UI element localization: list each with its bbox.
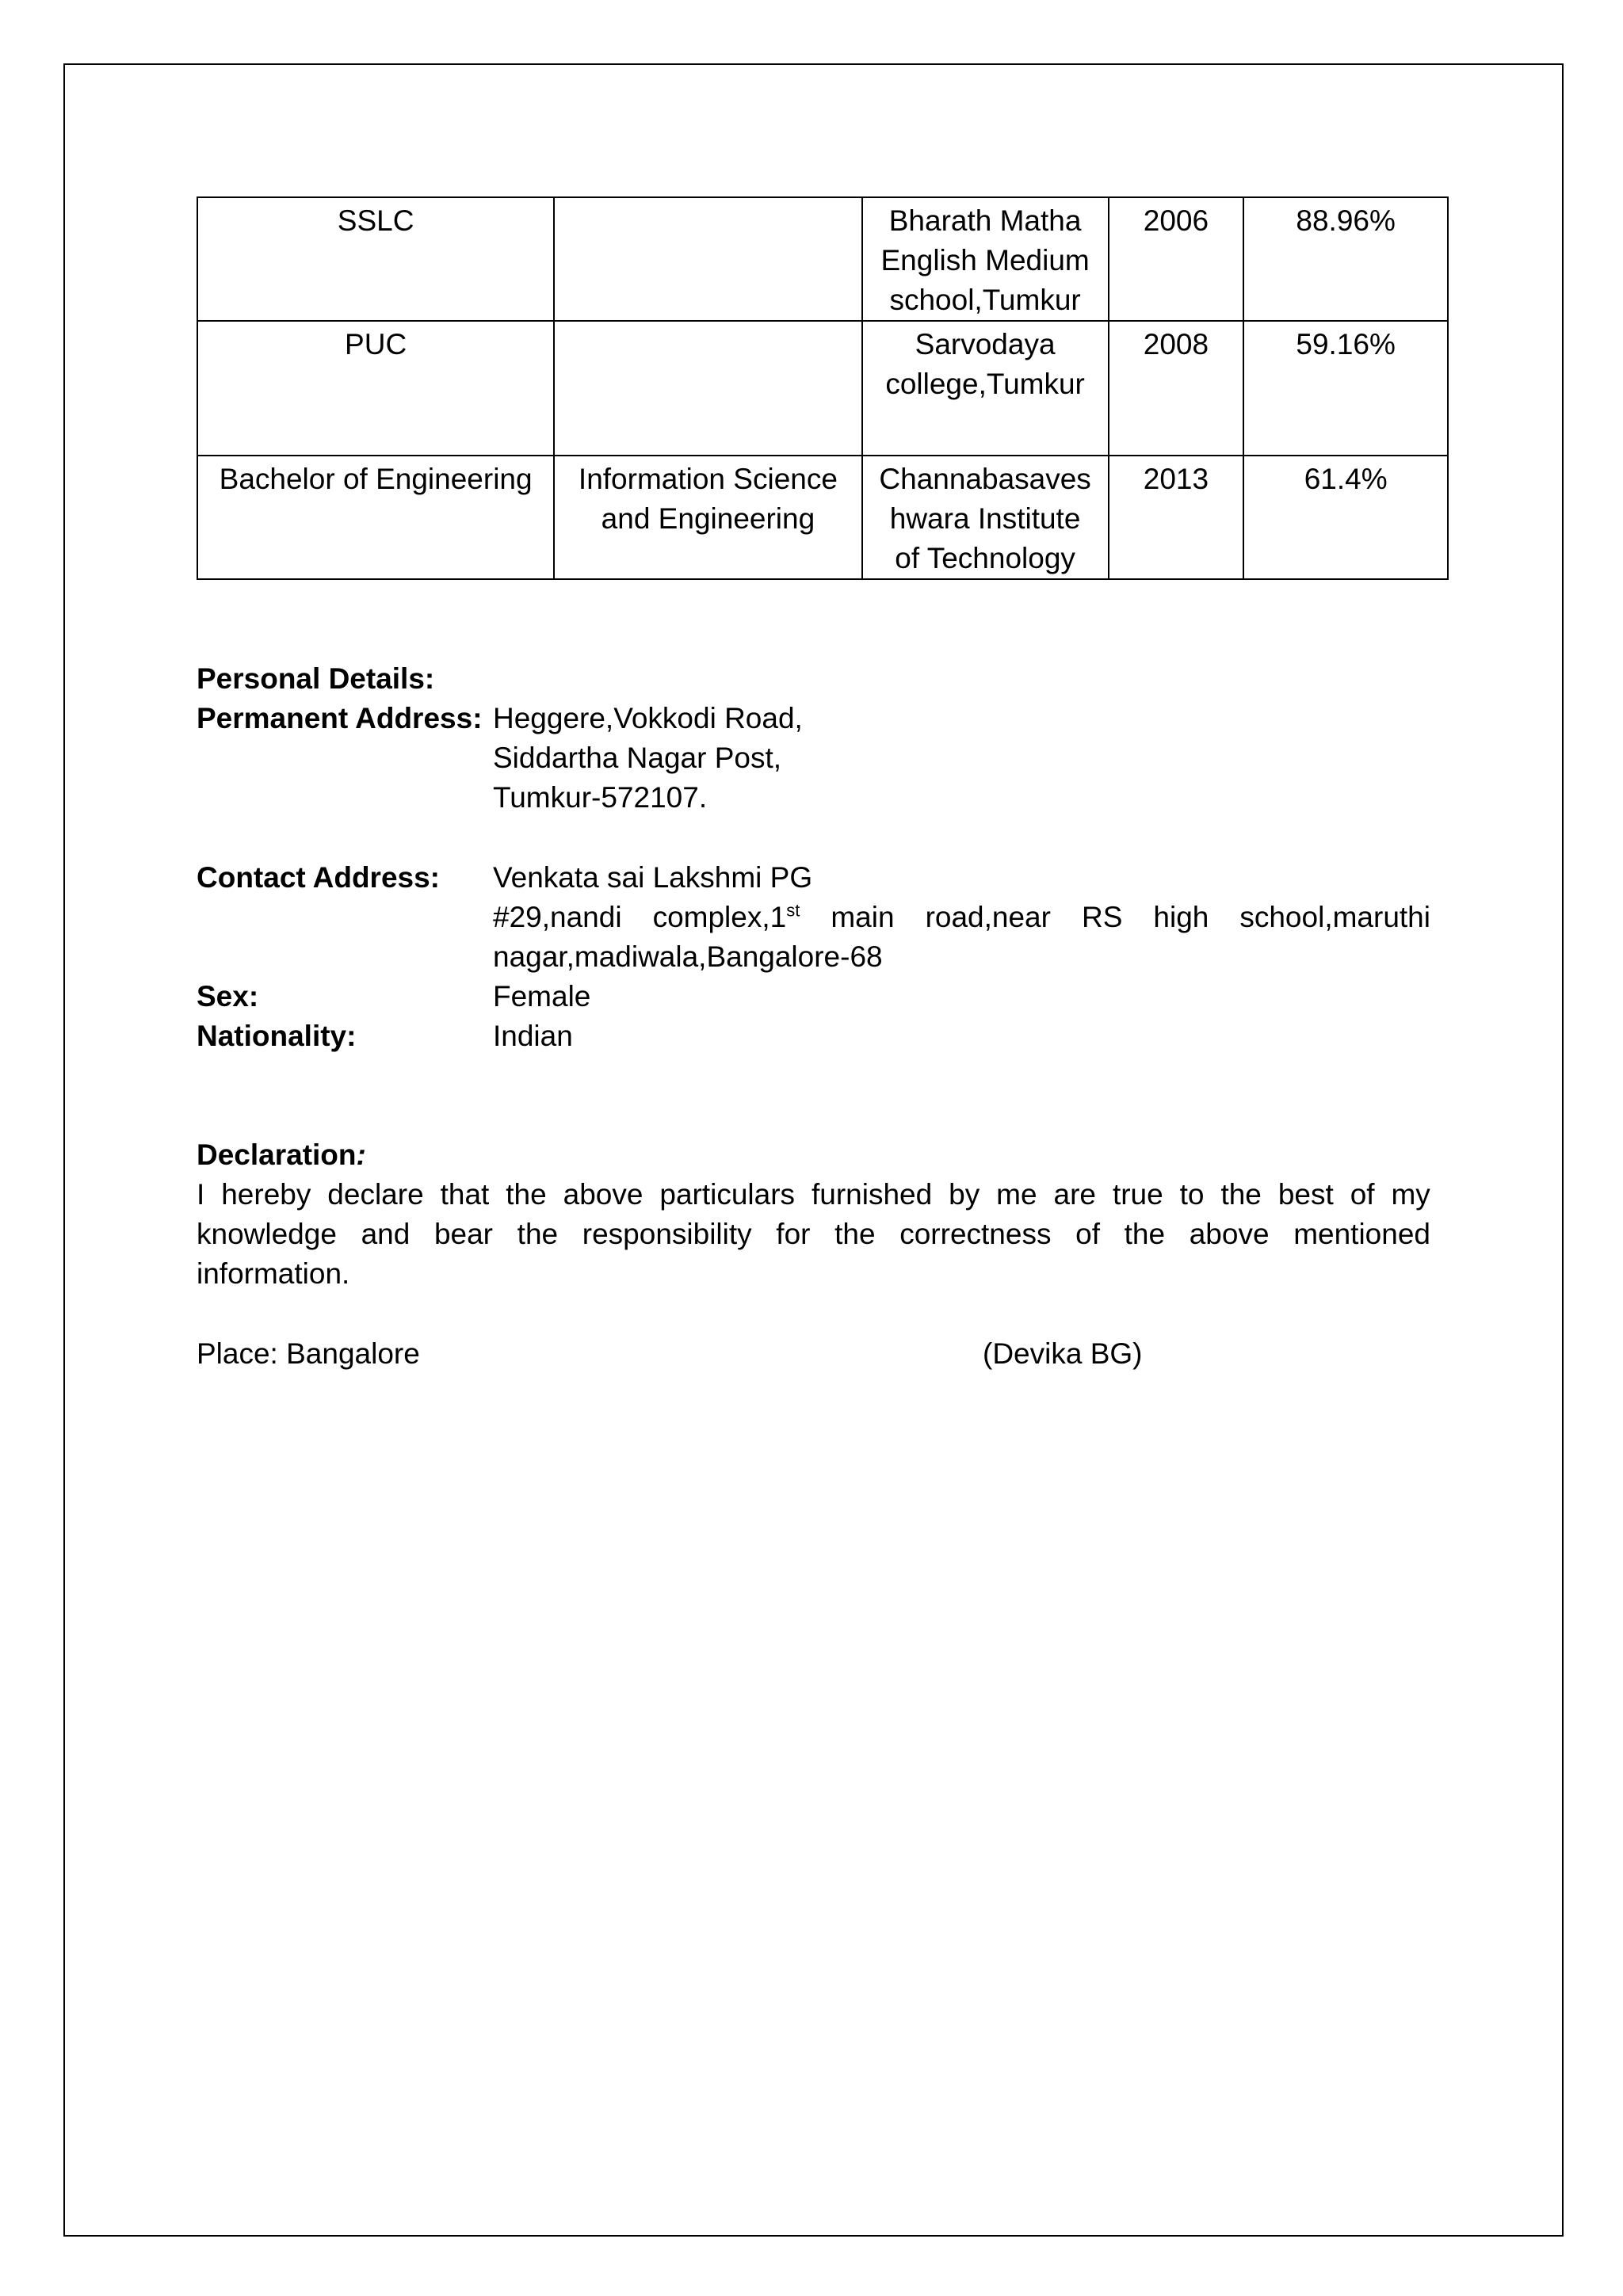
institution-line: English Medium xyxy=(880,244,1090,277)
word: for xyxy=(776,1218,811,1250)
course-cell xyxy=(197,197,554,321)
word: I xyxy=(197,1178,205,1211)
ordinal-suffix: st xyxy=(786,900,800,921)
word: my xyxy=(1391,1178,1430,1211)
declaration-heading xyxy=(197,1135,366,1175)
declaration-colon: : xyxy=(356,1138,366,1171)
word: responsibility xyxy=(582,1218,752,1250)
declaration-line xyxy=(197,1215,1430,1254)
signature-name: (Devika BG) xyxy=(983,1337,1143,1370)
specialization-line: Information Science xyxy=(578,463,838,495)
year-cell xyxy=(1109,197,1244,321)
sex-value: Female xyxy=(493,980,591,1013)
word: that xyxy=(440,1178,490,1211)
institution-line: of Technology xyxy=(895,542,1075,574)
address-word: main xyxy=(831,901,895,933)
permanent-address-line: Siddartha Nagar Post, xyxy=(493,742,782,774)
institution-line: Sarvodaya xyxy=(915,328,1056,360)
word: best xyxy=(1277,1178,1334,1211)
year-value: 2013 xyxy=(1143,463,1209,495)
score-cell xyxy=(1243,321,1448,456)
contact-address-label: Contact Address: xyxy=(197,861,441,894)
address-word: #29,nandi xyxy=(493,901,622,933)
word: bear xyxy=(433,1218,494,1250)
year-cell xyxy=(1109,456,1244,579)
address-word: school,maruthi xyxy=(1239,901,1430,933)
course-cell xyxy=(197,456,554,579)
table-row xyxy=(197,456,1448,579)
address-word: high xyxy=(1153,901,1209,933)
word: and xyxy=(361,1218,411,1250)
year-value: 2008 xyxy=(1143,328,1209,360)
declaration-heading-text: Declaration xyxy=(197,1138,357,1171)
word: above xyxy=(1189,1218,1270,1250)
contact-address-line: Venkata sai Lakshmi PG xyxy=(493,861,813,894)
score-value: 88.96% xyxy=(1296,204,1396,237)
specialization-cell xyxy=(554,321,861,456)
word: the xyxy=(834,1218,876,1250)
specialization-line: and Engineering xyxy=(601,502,815,535)
word: the xyxy=(1124,1218,1166,1250)
course-name: PUC xyxy=(345,328,407,360)
word: correctness xyxy=(899,1218,1052,1250)
contact-address-line: nagar,madiwala,Bangalore-68 xyxy=(493,940,883,973)
course-name: Bachelor of Engineering xyxy=(219,463,533,495)
word: knowledge xyxy=(197,1218,337,1250)
specialization-cell xyxy=(554,456,861,579)
word: to xyxy=(1179,1178,1205,1211)
word: the xyxy=(517,1218,559,1250)
nationality-label: Nationality: xyxy=(197,1020,357,1052)
course-cell xyxy=(197,321,554,456)
personal-details-heading: Personal Details: xyxy=(197,662,435,695)
declaration-line: information. xyxy=(197,1257,350,1290)
word: of xyxy=(1075,1218,1100,1250)
institution-line: Channabasaves xyxy=(879,463,1091,495)
address-word xyxy=(653,898,800,937)
word: hereby xyxy=(221,1178,311,1211)
year-value: 2006 xyxy=(1143,204,1209,237)
place-text: Place: Bangalore xyxy=(197,1337,420,1370)
score-cell xyxy=(1243,197,1448,321)
institution-cell xyxy=(862,456,1109,579)
table-row xyxy=(197,197,1448,321)
permanent-address-line: Tumkur-572107. xyxy=(493,781,708,814)
permanent-address-line: Heggere,Vokkodi Road, xyxy=(493,702,803,734)
address-word: RS xyxy=(1081,901,1123,933)
institution-cell xyxy=(862,197,1109,321)
institution-cell xyxy=(862,321,1109,456)
education-table xyxy=(197,196,1449,580)
word: true xyxy=(1112,1178,1163,1211)
institution-line: Bharath Matha xyxy=(888,204,1082,237)
institution-line: school,Tumkur xyxy=(889,284,1081,316)
score-cell xyxy=(1243,456,1448,579)
course-name: SSLC xyxy=(337,204,414,237)
address-word: road,near xyxy=(925,901,1051,933)
permanent-address-label: Permanent Address: xyxy=(197,702,483,734)
institution-line: college,Tumkur xyxy=(885,368,1085,400)
word: above xyxy=(563,1178,643,1211)
table-row xyxy=(197,321,1448,456)
word: mentioned xyxy=(1293,1218,1430,1250)
word: furnished xyxy=(812,1178,933,1211)
contact-address-line xyxy=(493,898,1430,937)
word: the xyxy=(506,1178,547,1211)
word: particulars xyxy=(659,1178,796,1211)
declaration-line xyxy=(197,1175,1430,1215)
score-value: 61.4% xyxy=(1304,463,1388,495)
word: of xyxy=(1350,1178,1375,1211)
sex-label: Sex: xyxy=(197,980,259,1013)
nationality-value: Indian xyxy=(493,1020,573,1052)
word: are xyxy=(1053,1178,1096,1211)
word: by xyxy=(949,1178,980,1211)
word: me xyxy=(996,1178,1037,1211)
word: declare xyxy=(327,1178,424,1211)
score-value: 59.16% xyxy=(1296,328,1396,360)
institution-line: hwara Institute xyxy=(889,502,1081,535)
specialization-cell xyxy=(554,197,861,321)
address-text: complex,1 xyxy=(652,901,787,933)
word: the xyxy=(1220,1178,1262,1211)
year-cell xyxy=(1109,321,1244,456)
